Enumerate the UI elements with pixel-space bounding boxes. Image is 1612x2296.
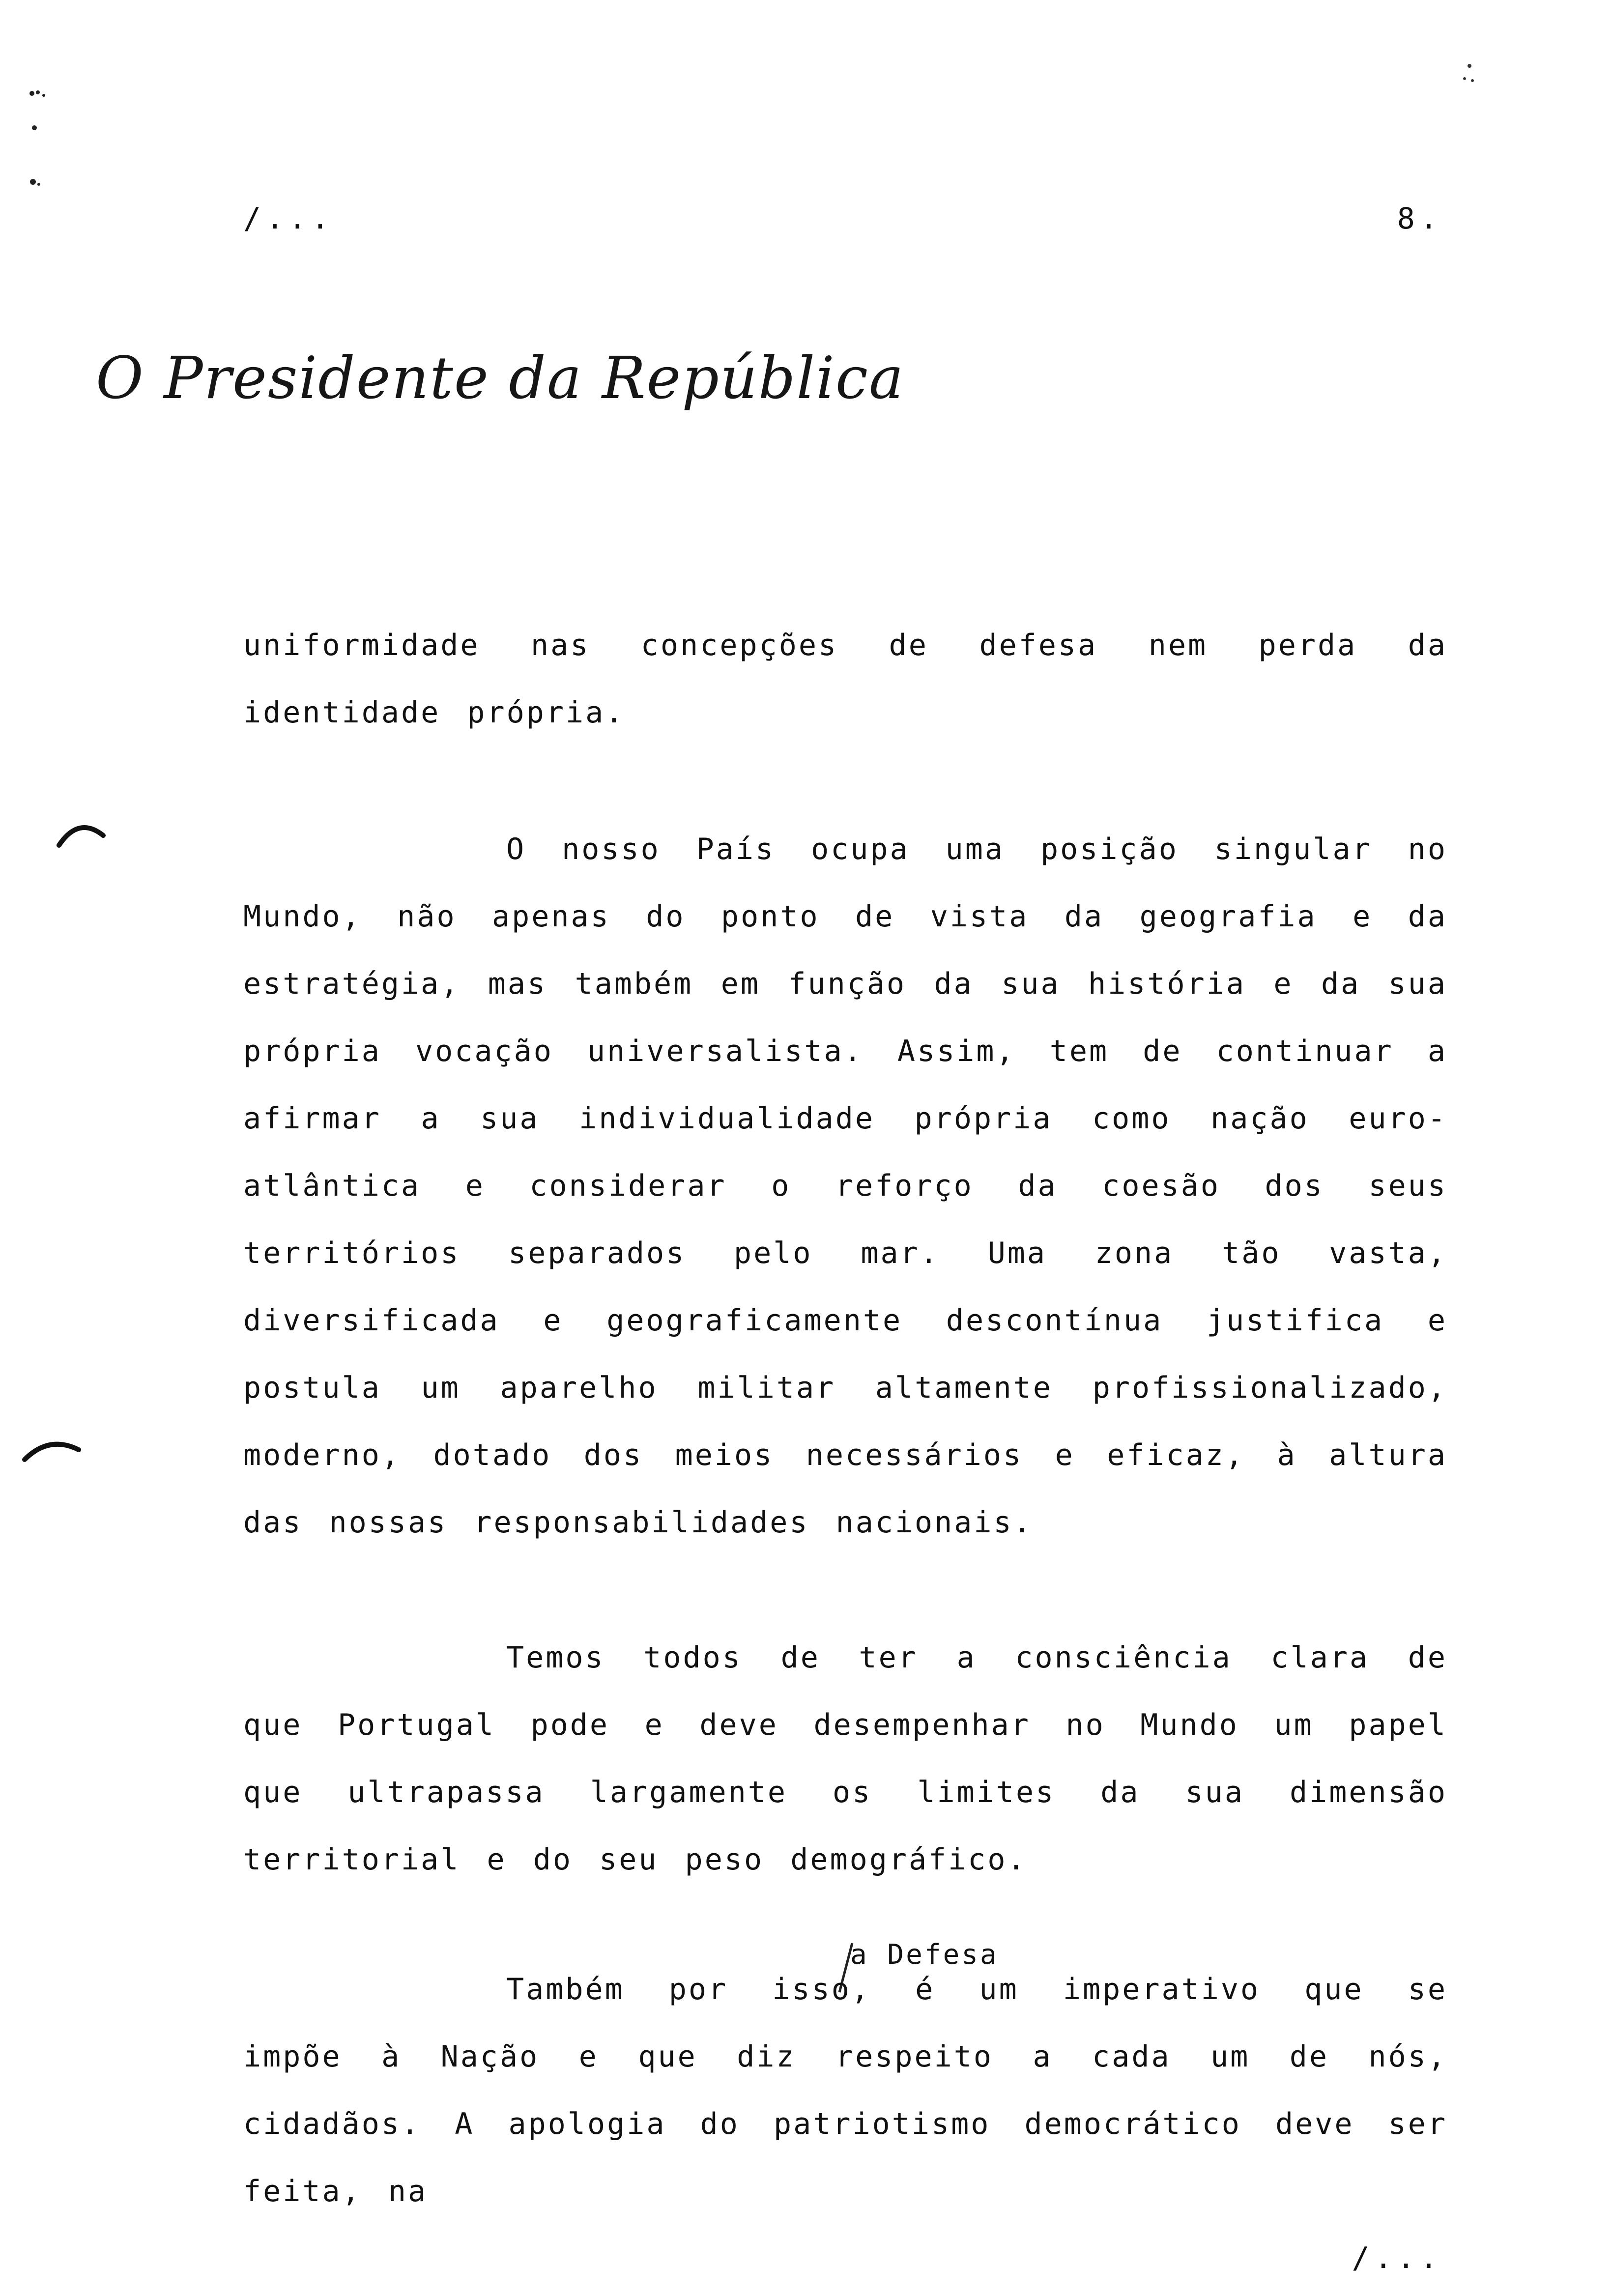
paragraph-1 bbox=[243, 612, 1447, 746]
scan-dots-icon bbox=[27, 84, 66, 197]
scan-dots-icon bbox=[1450, 59, 1479, 98]
letterhead-title: O Presidente da República bbox=[96, 344, 905, 412]
paragraph-text: Também por isso, é um imperativo que se impõe à Nação e que diz respeito a cada um de nós, cidadãos. A apologia do patriotismo democrático deve ser feita, na bbox=[243, 1972, 1447, 2209]
paragraph-text: uniformidade nas concepções de defesa nem perda da identidade própria. bbox=[243, 628, 1447, 730]
paragraph-4 bbox=[243, 1956, 1447, 2225]
punch-mark-icon bbox=[20, 1435, 84, 1464]
paragraph-text: O nosso País ocupa uma posição singular no Mundo, não apenas do ponto de vista da geografia e da estratégia, mas também em função da sua história e da sua própria vocação universalista. Assim, tem de continuar a afirmar a sua individualidade própria como nação euro-atlântica e considerar o reforço da coesão dos seus territórios separados pelo mar. Uma zona tão vasta, diversificada e geograficamente descontínua justifica e postula um aparelho militar altamente profissionalizado, moderno, dotado dos meios necessários e eficaz, à altura das nossas responsabilidades nacionais. bbox=[243, 832, 1447, 1540]
paragraph-3 bbox=[243, 1624, 1447, 1894]
punch-mark-icon bbox=[54, 816, 108, 850]
paragraph-text: Temos todos de ter a consciência clara de que Portugal pode e deve desempenhar no Mundo um papel que ultrapassa largamente os limites da sua dimensão territorial e do seu peso demográfico. bbox=[243, 1640, 1447, 1877]
footer-continuation-mark: /... bbox=[1352, 2241, 1442, 2275]
handwritten-insert: a Defesa bbox=[850, 1939, 999, 1971]
header-continuation-mark: /... bbox=[243, 201, 334, 236]
page-number: 8. bbox=[1397, 201, 1442, 236]
paragraph-2 bbox=[243, 816, 1447, 1556]
